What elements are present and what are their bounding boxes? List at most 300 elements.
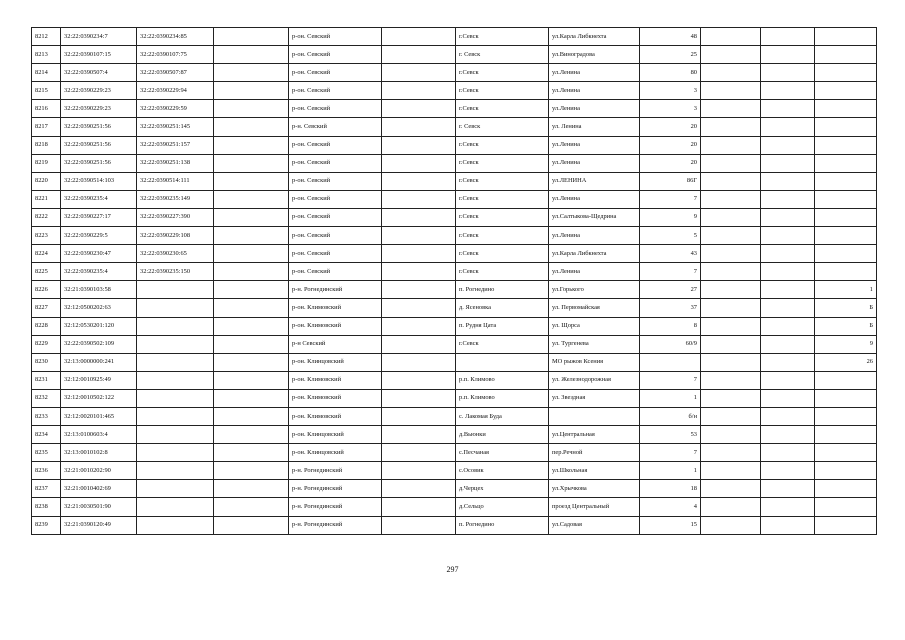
object-number-cell [137, 353, 214, 371]
locality-cell: г.Севск [456, 28, 549, 46]
block-cell [761, 516, 815, 534]
district-cell: р-он. Клинцовский [289, 444, 382, 462]
extra-field-cell [214, 462, 289, 480]
row-number-cell: 8223 [32, 227, 61, 245]
object-number-cell [137, 299, 214, 317]
building-cell [701, 154, 761, 172]
extra-field-cell [214, 317, 289, 335]
building-cell [701, 299, 761, 317]
house-number-cell: 48 [640, 28, 701, 46]
building-cell [701, 190, 761, 208]
object-number-cell [137, 407, 214, 425]
extra-field-cell [214, 245, 289, 263]
locality-cell: г.Севск [456, 100, 549, 118]
building-cell [701, 371, 761, 389]
street-cell: ул.Хрычкова [549, 480, 640, 498]
house-number-cell: 8 [640, 317, 701, 335]
building-cell [701, 444, 761, 462]
row-number-cell: 8216 [32, 100, 61, 118]
block-cell [761, 353, 815, 371]
settlement-type-cell [382, 64, 456, 82]
row-number-cell: 8232 [32, 389, 61, 407]
extra-field-cell [214, 172, 289, 190]
block-cell [761, 245, 815, 263]
locality-cell: г. Севск [456, 46, 549, 64]
extra-field-cell [214, 389, 289, 407]
locality-cell: с.Осовик [456, 462, 549, 480]
object-number-cell: 32:22:0390235:149 [137, 190, 214, 208]
apartment-cell [815, 462, 877, 480]
street-cell: ул.Ленина [549, 100, 640, 118]
extra-field-cell [214, 498, 289, 516]
cadastral-number-cell: 32:22:0390227:17 [61, 208, 137, 226]
street-cell: ул. Первомайская [549, 299, 640, 317]
row-number-cell: 8226 [32, 281, 61, 299]
cadastral-number-cell: 32:21:0030501:90 [61, 498, 137, 516]
row-number-cell: 8224 [32, 245, 61, 263]
row-number-cell: 8220 [32, 172, 61, 190]
street-cell: ул.Ленина [549, 64, 640, 82]
extra-field-cell [214, 335, 289, 353]
object-number-cell [137, 426, 214, 444]
extra-field-cell [214, 426, 289, 444]
district-cell: р-он. Климовский [289, 299, 382, 317]
block-cell [761, 426, 815, 444]
locality-cell: р.п. Климово [456, 389, 549, 407]
house-number-cell: 1 [640, 389, 701, 407]
apartment-cell: Б [815, 317, 877, 335]
district-cell: р-он. Климовский [289, 371, 382, 389]
table-row [32, 100, 877, 118]
extra-field-cell [214, 136, 289, 154]
cadastral-number-cell: 32:12:0500202:63 [61, 299, 137, 317]
locality-cell: г.Севск [456, 245, 549, 263]
settlement-type-cell [382, 118, 456, 136]
locality-cell: п. Рогнедино [456, 281, 549, 299]
cadastral-number-cell: 32:12:0020101:465 [61, 407, 137, 425]
settlement-type-cell [382, 100, 456, 118]
street-cell: ул.ЛЕНИНА [549, 172, 640, 190]
locality-cell: д.Черцех [456, 480, 549, 498]
apartment-cell [815, 389, 877, 407]
settlement-type-cell [382, 263, 456, 281]
settlement-type-cell [382, 245, 456, 263]
district-cell: р-он. Севский [289, 136, 382, 154]
house-number-cell: 20 [640, 154, 701, 172]
district-cell: р-он. Клинцовский [289, 426, 382, 444]
cadastral-number-cell: 32:22:0390251:56 [61, 118, 137, 136]
street-cell: ул.Карла Либкнехта [549, 28, 640, 46]
district-cell: р-он. Клинцовский [289, 353, 382, 371]
street-cell: ул.Карла Либкнехта [549, 245, 640, 263]
street-cell: ул.Ленина [549, 136, 640, 154]
locality-cell: п. Рогнедино [456, 516, 549, 534]
settlement-type-cell [382, 498, 456, 516]
block-cell [761, 28, 815, 46]
extra-field-cell [214, 64, 289, 82]
row-number-cell: 8228 [32, 317, 61, 335]
settlement-type-cell [382, 426, 456, 444]
object-number-cell: 32:22:0390251:138 [137, 154, 214, 172]
cadastral-number-cell: 32:12:0530201:120 [61, 317, 137, 335]
locality-cell: д.Вьюнки [456, 426, 549, 444]
extra-field-cell [214, 281, 289, 299]
street-cell: МО рыжов Ксения [549, 353, 640, 371]
district-cell: р-н. Севский [289, 118, 382, 136]
object-number-cell: 32:22:0390229:59 [137, 100, 214, 118]
apartment-cell [815, 498, 877, 516]
house-number-cell: 43 [640, 245, 701, 263]
street-cell: ул.Горького [549, 281, 640, 299]
house-number-cell: 1 [640, 462, 701, 480]
settlement-type-cell [382, 136, 456, 154]
locality-cell: г.Севск [456, 82, 549, 100]
district-cell: р-он. Севский [289, 46, 382, 64]
apartment-cell [815, 154, 877, 172]
table-row [32, 371, 877, 389]
cadastral-number-cell: 32:22:0390251:56 [61, 136, 137, 154]
apartment-cell: 26 [815, 353, 877, 371]
table-row [32, 46, 877, 64]
object-number-cell: 32:22:0390227:390 [137, 208, 214, 226]
object-number-cell: 32:22:0390107:75 [137, 46, 214, 64]
settlement-type-cell [382, 154, 456, 172]
apartment-cell [815, 82, 877, 100]
block-cell [761, 317, 815, 335]
settlement-type-cell [382, 299, 456, 317]
building-cell [701, 64, 761, 82]
street-cell: ул.Ленина [549, 227, 640, 245]
locality-cell [456, 353, 549, 371]
building-cell [701, 227, 761, 245]
row-number-cell: 8237 [32, 480, 61, 498]
house-number-cell [640, 353, 701, 371]
apartment-cell [815, 407, 877, 425]
apartment-cell [815, 516, 877, 534]
extra-field-cell [214, 100, 289, 118]
apartment-cell [815, 46, 877, 64]
table-row [32, 190, 877, 208]
cadastral-number-cell: 32:22:0390230:47 [61, 245, 137, 263]
object-number-cell: 32:22:0390234:85 [137, 28, 214, 46]
apartment-cell: 9 [815, 335, 877, 353]
house-number-cell: 7 [640, 444, 701, 462]
house-number-cell: 25 [640, 46, 701, 64]
cadastral-number-cell: 32:21:0010202:90 [61, 462, 137, 480]
extra-field-cell [214, 190, 289, 208]
row-number-cell: 8214 [32, 64, 61, 82]
table-row [32, 462, 877, 480]
locality-cell: п. Рудня Цата [456, 317, 549, 335]
block-cell [761, 498, 815, 516]
table-row [32, 498, 877, 516]
table-row [32, 245, 877, 263]
table-row [32, 389, 877, 407]
settlement-type-cell [382, 353, 456, 371]
row-number-cell: 8225 [32, 263, 61, 281]
row-number-cell: 8222 [32, 208, 61, 226]
house-number-cell: 4 [640, 498, 701, 516]
house-number-cell: 3 [640, 82, 701, 100]
building-cell [701, 263, 761, 281]
block-cell [761, 46, 815, 64]
locality-cell: г.Севск [456, 227, 549, 245]
settlement-type-cell [382, 462, 456, 480]
apartment-cell [815, 227, 877, 245]
row-number-cell: 8235 [32, 444, 61, 462]
row-number-cell: 8217 [32, 118, 61, 136]
row-number-cell: 8238 [32, 498, 61, 516]
house-number-cell: 27 [640, 281, 701, 299]
table-row [32, 281, 877, 299]
district-cell: р-он. Климовский [289, 407, 382, 425]
row-number-cell: 8221 [32, 190, 61, 208]
table-row [32, 208, 877, 226]
district-cell: р-он. Севский [289, 28, 382, 46]
extra-field-cell [214, 208, 289, 226]
row-number-cell: 8212 [32, 28, 61, 46]
table-row [32, 82, 877, 100]
object-number-cell [137, 444, 214, 462]
block-cell [761, 371, 815, 389]
district-cell: р-он. Севский [289, 227, 382, 245]
row-number-cell: 8213 [32, 46, 61, 64]
row-number-cell: 8215 [32, 82, 61, 100]
object-number-cell: 32:22:0390235:150 [137, 263, 214, 281]
locality-cell: р.п. Климово [456, 371, 549, 389]
district-cell: р-н. Рогнединский [289, 281, 382, 299]
building-cell [701, 100, 761, 118]
cadastral-number-cell: 32:22:0390235:4 [61, 190, 137, 208]
block-cell [761, 263, 815, 281]
block-cell [761, 208, 815, 226]
cadastral-number-cell: 32:22:0390229:23 [61, 100, 137, 118]
extra-field-cell [214, 263, 289, 281]
object-number-cell [137, 498, 214, 516]
house-number-cell: б/н [640, 407, 701, 425]
street-cell: ул.Центральная [549, 426, 640, 444]
building-cell [701, 389, 761, 407]
settlement-type-cell [382, 208, 456, 226]
extra-field-cell [214, 154, 289, 172]
locality-cell: г.Севск [456, 64, 549, 82]
table-row [32, 172, 877, 190]
house-number-cell: 37 [640, 299, 701, 317]
house-number-cell: 15 [640, 516, 701, 534]
extra-field-cell [214, 480, 289, 498]
table-row [32, 407, 877, 425]
street-cell: ул.Ленина [549, 263, 640, 281]
locality-cell: г. Севск [456, 118, 549, 136]
cadastral-number-cell: 32:22:0390107:15 [61, 46, 137, 64]
extra-field-cell [214, 227, 289, 245]
settlement-type-cell [382, 82, 456, 100]
extra-field-cell [214, 46, 289, 64]
building-cell [701, 480, 761, 498]
building-cell [701, 208, 761, 226]
street-cell: пер.Речной [549, 444, 640, 462]
object-number-cell [137, 371, 214, 389]
building-cell [701, 516, 761, 534]
apartment-cell [815, 28, 877, 46]
object-number-cell: 32:22:0390507:87 [137, 64, 214, 82]
apartment-cell [815, 100, 877, 118]
house-number-cell: 86Г [640, 172, 701, 190]
settlement-type-cell [382, 46, 456, 64]
building-cell [701, 136, 761, 154]
settlement-type-cell [382, 172, 456, 190]
settlement-type-cell [382, 389, 456, 407]
district-cell: р-он. Севский [289, 64, 382, 82]
locality-cell: г.Севск [456, 154, 549, 172]
building-cell [701, 281, 761, 299]
object-number-cell: 32:22:0390230:65 [137, 245, 214, 263]
locality-cell: г.Севск [456, 190, 549, 208]
block-cell [761, 462, 815, 480]
extra-field-cell [214, 353, 289, 371]
apartment-cell [815, 444, 877, 462]
settlement-type-cell [382, 444, 456, 462]
block-cell [761, 480, 815, 498]
extra-field-cell [214, 118, 289, 136]
building-cell [701, 407, 761, 425]
locality-cell: г.Севск [456, 172, 549, 190]
settlement-type-cell [382, 480, 456, 498]
street-cell: ул.Ленина [549, 82, 640, 100]
building-cell [701, 426, 761, 444]
table-row [32, 227, 877, 245]
street-cell: ул.Садовая [549, 516, 640, 534]
cadastral-number-cell: 32:22:0390502:109 [61, 335, 137, 353]
street-cell: ул. Ленина [549, 118, 640, 136]
block-cell [761, 172, 815, 190]
apartment-cell [815, 118, 877, 136]
table-row [32, 480, 877, 498]
locality-cell: с.Песчаная [456, 444, 549, 462]
table-row [32, 136, 877, 154]
table-row [32, 353, 877, 371]
building-cell [701, 118, 761, 136]
extra-field-cell [214, 299, 289, 317]
building-cell [701, 335, 761, 353]
block-cell [761, 64, 815, 82]
building-cell [701, 317, 761, 335]
apartment-cell [815, 208, 877, 226]
street-cell: ул. Железнодорожная [549, 371, 640, 389]
cadastral-number-cell: 32:22:0390507:4 [61, 64, 137, 82]
street-cell [549, 407, 640, 425]
cadastral-number-cell: 32:13:0100603:4 [61, 426, 137, 444]
apartment-cell: 1 [815, 281, 877, 299]
block-cell [761, 389, 815, 407]
house-number-cell: 20 [640, 118, 701, 136]
table-row [32, 118, 877, 136]
apartment-cell [815, 371, 877, 389]
house-number-cell: 53 [640, 426, 701, 444]
building-cell [701, 498, 761, 516]
house-number-cell: 9 [640, 208, 701, 226]
apartment-cell [815, 190, 877, 208]
table-row [32, 426, 877, 444]
object-number-cell: 32:22:0390229:94 [137, 82, 214, 100]
block-cell [761, 335, 815, 353]
building-cell [701, 172, 761, 190]
extra-field-cell [214, 444, 289, 462]
block-cell [761, 299, 815, 317]
locality-cell: г.Севск [456, 263, 549, 281]
table-row [32, 154, 877, 172]
cadastral-number-cell: 32:21:0390103:58 [61, 281, 137, 299]
street-cell: ул.Виноградова [549, 46, 640, 64]
extra-field-cell [214, 371, 289, 389]
row-number-cell: 8219 [32, 154, 61, 172]
district-cell: р-н. Рогнединский [289, 498, 382, 516]
cadastral-number-cell: 32:22:0390229:5 [61, 227, 137, 245]
settlement-type-cell [382, 371, 456, 389]
apartment-cell [815, 263, 877, 281]
block-cell [761, 154, 815, 172]
block-cell [761, 444, 815, 462]
apartment-cell [815, 64, 877, 82]
building-cell [701, 462, 761, 480]
street-cell: проезд Центральный [549, 498, 640, 516]
house-number-cell: 7 [640, 190, 701, 208]
table-row [32, 335, 877, 353]
block-cell [761, 190, 815, 208]
extra-field-cell [214, 407, 289, 425]
district-cell: р-он. Севский [289, 82, 382, 100]
settlement-type-cell [382, 281, 456, 299]
object-number-cell [137, 480, 214, 498]
street-cell: ул.Ленина [549, 190, 640, 208]
district-cell: р-он. Климовский [289, 317, 382, 335]
house-number-cell: 7 [640, 263, 701, 281]
block-cell [761, 100, 815, 118]
settlement-type-cell [382, 407, 456, 425]
settlement-type-cell [382, 317, 456, 335]
cadastral-number-cell: 32:21:0010402:69 [61, 480, 137, 498]
extra-field-cell [214, 516, 289, 534]
cadastral-number-cell: 32:21:0390120:49 [61, 516, 137, 534]
table-row [32, 28, 877, 46]
district-cell: р-он. Севский [289, 100, 382, 118]
block-cell [761, 82, 815, 100]
district-cell: р-н. Рогнединский [289, 480, 382, 498]
house-number-cell: 20 [640, 136, 701, 154]
district-cell: р-он. Севский [289, 245, 382, 263]
apartment-cell [815, 172, 877, 190]
settlement-type-cell [382, 516, 456, 534]
object-number-cell: 32:22:0390514:111 [137, 172, 214, 190]
district-cell: р-он. Севский [289, 172, 382, 190]
street-cell: ул.Школьная [549, 462, 640, 480]
locality-cell: д.Сельцо [456, 498, 549, 516]
locality-cell: с. Лакомая Буда [456, 407, 549, 425]
cadastral-number-cell: 32:22:0390251:56 [61, 154, 137, 172]
table-row [32, 64, 877, 82]
table-row [32, 299, 877, 317]
building-cell [701, 353, 761, 371]
object-number-cell: 32:22:0390229:108 [137, 227, 214, 245]
page-number: 297 [446, 565, 459, 574]
row-number-cell: 8234 [32, 426, 61, 444]
house-number-cell: 3 [640, 100, 701, 118]
settlement-type-cell [382, 28, 456, 46]
extra-field-cell [214, 82, 289, 100]
locality-cell: г.Севск [456, 335, 549, 353]
street-cell: ул. Тургенева [549, 335, 640, 353]
block-cell [761, 227, 815, 245]
